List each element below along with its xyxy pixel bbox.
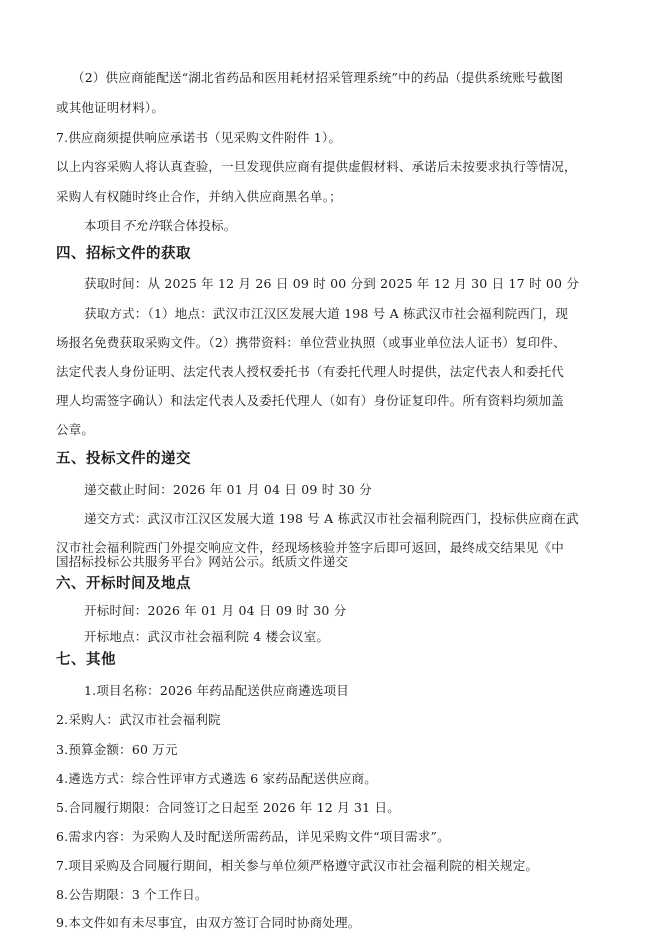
other-item-7: 7.项目采购及合同履行期间，相关参与单位须严格遵守武汉市社会福利院的相关规定。	[56, 858, 539, 873]
verification-line1: 以上内容采购人将认真查验，一旦发现供应商有提供虚假材料、承诺后未按要求执行等情况，	[56, 159, 577, 174]
other-item-4: 4.遴选方式：综合性评审方式遴选 6 家药品配送供应商。	[56, 771, 377, 786]
other-item-5: 5.合同履行期限：合同签订之日起至 2026 年 12 月 31 日。	[56, 800, 400, 815]
acquisition-method-line5: 公章。	[56, 422, 95, 437]
requirement-item-2-line2: 或其他证明材料）。	[56, 100, 165, 115]
submission-place-line1: 递交方式：武汉市江汉区发展大道 198 号 A 栋武汉市社会福利院西门，投标供应商在武	[84, 511, 579, 526]
acquisition-time: 获取时间：从 2025 年 12 月 26 日 09 时 00 分到 2025 年 12 月 30 日 17 时 00 分	[84, 276, 580, 291]
section-6-heading: 六、开标时间及地点	[56, 576, 191, 592]
section-4-heading: 四、招标文件的获取	[56, 246, 191, 262]
other-item-9: 9.本文件如有未尽事宜，由双方签订合同时协商处理。	[56, 915, 361, 930]
consortium-prefix: 本项目	[84, 218, 123, 233]
acquisition-method-line1: 获取方式：（1）地点：武汉市江汉区发展大道 198 号 A 栋武汉市社会福利院西门，现	[84, 306, 569, 321]
section-7-heading: 七、其他	[56, 652, 116, 668]
other-item-1: 1.项目名称：2026 年药品配送供应商遴选项目	[84, 683, 350, 698]
requirement-item-2-line1: （2）供应商能配送“湖北省药品和医用耗材招采管理系统”中的药品（提供系统账号截图	[72, 70, 564, 85]
opening-place: 开标地点：武汉市社会福利院 4 楼会议室。	[84, 629, 330, 644]
submission-deadline: 递交截止时间：2026 年 01 月 04 日 09 时 30 分	[84, 482, 372, 497]
other-item-2: 2.采购人：武汉市社会福利院	[56, 712, 221, 727]
acquisition-method-line2: 场报名免费获取采购文件。（2）携带资料：单位营业执照（或事业单位法人证书）复印件、	[56, 335, 566, 350]
submission-place-line2: 汉市社会福利院西门外提交响应文件，经现场核验并签字后即可返回，最终成交结果见《中	[56, 540, 565, 555]
other-item-8: 8.公告期限：3 个工作日。	[56, 887, 208, 902]
consortium-not-allowed: 不允许	[122, 218, 161, 233]
other-item-6: 6.需求内容：为采购人及时配送所需药品，详见采购文件“项目需求”。	[56, 829, 450, 844]
other-item-3: 3.预算金额：60 万元	[56, 742, 178, 757]
consortium-suffix: 联合体投标。	[160, 218, 237, 233]
verification-line2: 采购人有权随时终止合作，并纳入供应商黑名单。；	[56, 189, 342, 204]
acquisition-method-line4: 理人均需签字确认）和法定代表人及委托代理人（如有）身份证复印件。所有资料均须加盖	[56, 393, 565, 408]
consortium-statement	[84, 218, 236, 234]
opening-time: 开标时间：2026 年 01 月 04 日 09 时 30 分	[84, 603, 347, 618]
section-5-heading: 五、投标文件的递交	[56, 451, 191, 467]
submission-place-line3: 国招标投标公共服务平台》网站公示。纸质文件递交	[56, 554, 349, 569]
requirement-item-7: 7.供应商须提供响应承诺书（见采购文件附件 1）。	[56, 130, 342, 145]
acquisition-method-line3: 法定代表人身份证明、法定代表人授权委托书（有委托代理人时提供，法定代表人和委托代	[56, 364, 565, 379]
